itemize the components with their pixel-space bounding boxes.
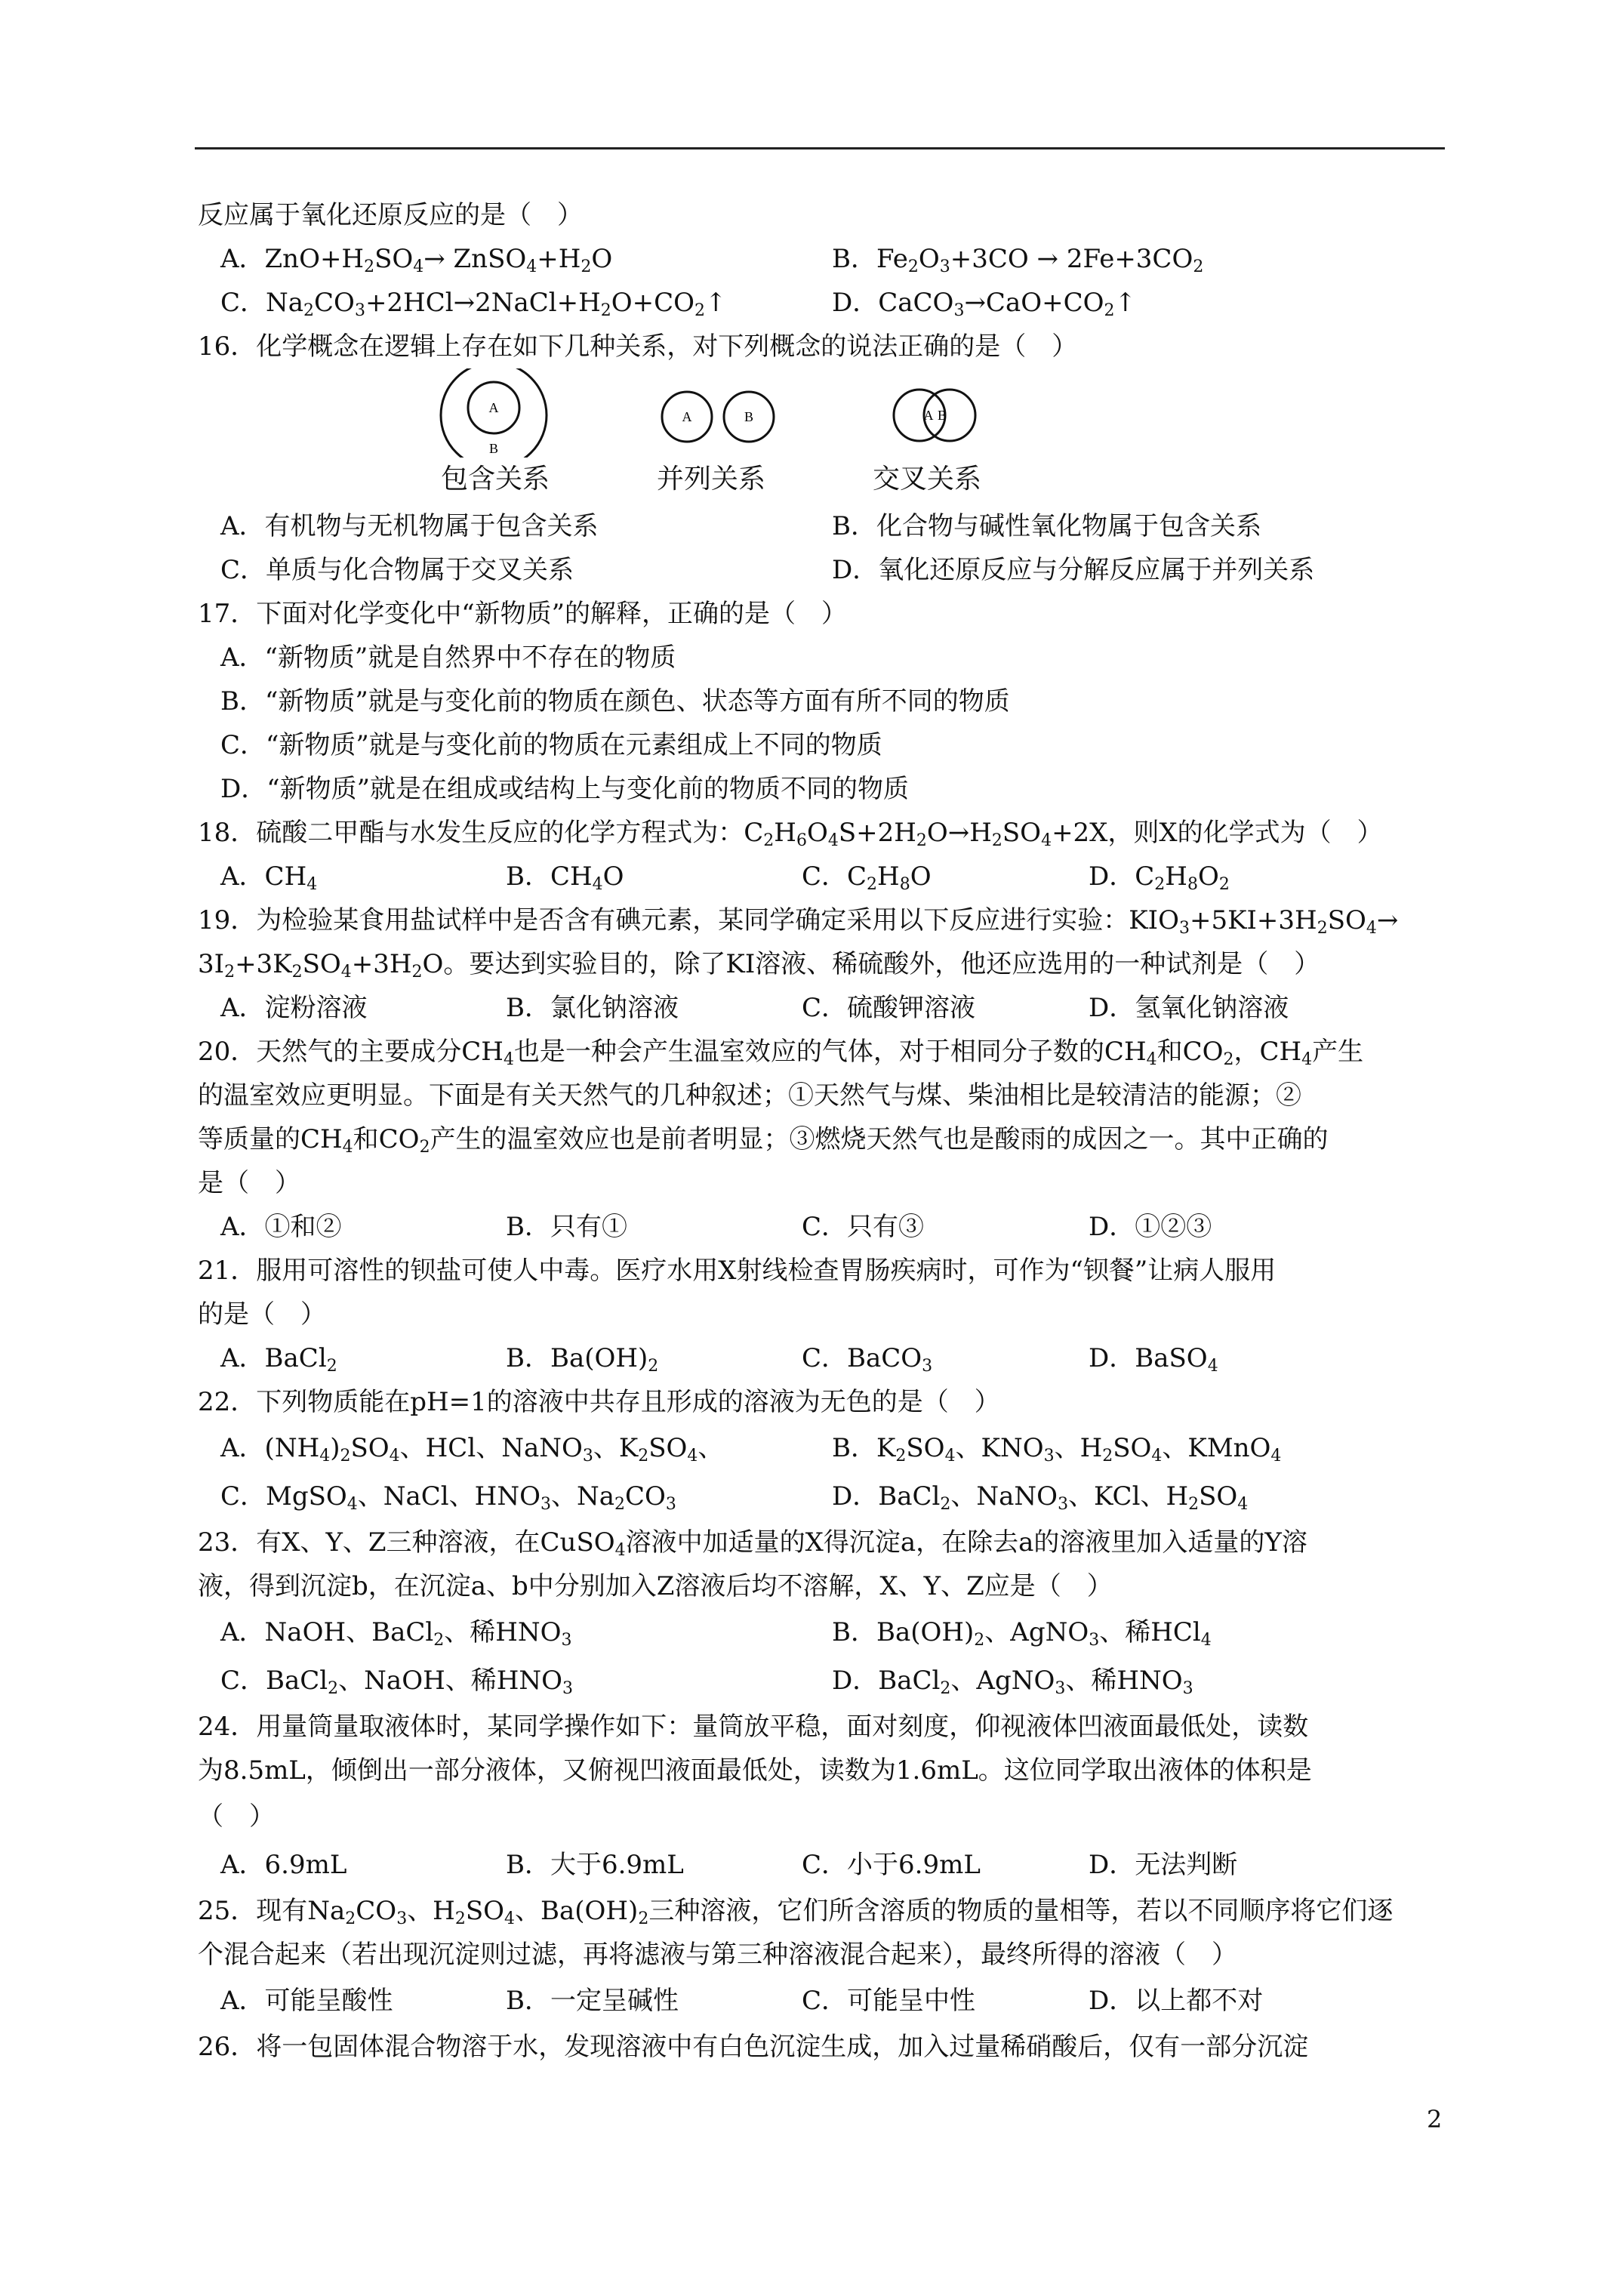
text-line: 21．服用可溶性的钡盐可使人中毒。医疗水用X射线检查胃肠疾病时，可作为“钡餐”让病人服用	[198, 1256, 1277, 1286]
option-c: C．只有③	[802, 1212, 925, 1242]
option-b: B．氯化钠溶液	[506, 993, 679, 1023]
options-row	[198, 1205, 1451, 1249]
page-number: 2	[1427, 2105, 1443, 2134]
inclusion-caption: 包含关系	[441, 464, 550, 495]
inner-label: A	[488, 400, 499, 415]
options-row	[198, 1977, 1451, 2025]
inclusion-diagram	[439, 368, 560, 458]
option-b: D．BaCl$_2$、AgNO$_3$、稀$HNO_3$	[832, 1666, 1193, 1698]
option-b: B．$K_2SO_4$、$KNO_3$、$H_2SO_4$、KMnO$_4$	[832, 1433, 1282, 1465]
option-d: D．①②③	[1089, 1212, 1212, 1242]
text-line: （ ）	[198, 1801, 275, 1832]
option-c: C．硫酸钾溶液	[802, 993, 976, 1023]
option-b: D．$CaCO_3\to CaO+CO_2↑$	[832, 288, 1136, 320]
option-a: A．①和②	[220, 1212, 342, 1242]
text-line: 的是（ ）	[198, 1299, 326, 1330]
option-a: A．$ZnO+H_2SO_4\to$ $ZnSO_4+H_2O$	[220, 244, 613, 276]
option-a: A．有机物与无机物属于包含关系	[220, 511, 599, 541]
option-b: B．化合物与碱性氧化物属于包含关系	[832, 511, 1261, 541]
text-line: 液，得到沉淀b，在沉淀a、b中分别加入Z溶液后均不溶解，X、Y、Z应是（ ）	[198, 1571, 1113, 1601]
intersection-diagram	[882, 388, 995, 448]
options-row	[198, 1657, 1451, 1705]
option-a: A．$CH_4$	[220, 861, 318, 894]
option-b: B．$CH_4O$	[506, 861, 624, 894]
text-line: 等质量的$CH_4$和$CO_2$产生的温室效应也是前者明显；③燃烧天然气也是酸雨的成因之一。其中正确的	[198, 1124, 1329, 1157]
text-line: 24．用量筒量取液体时，某同学操作如下：量筒放平稳，面对刻度，仰视液体凹液面最低处，读数	[198, 1712, 1309, 1742]
option-c: C．$C_2H_8O$	[802, 861, 932, 894]
text-line: $3I_2+3K_2SO_4+3H_2O$。要达到实验目的，除了KI溶液、稀硫酸外，他还应选用的一种试剂是（ ）	[198, 949, 1320, 982]
option-b: D．氧化还原反应与分解反应属于并列关系	[832, 555, 1315, 585]
left-label: A	[682, 409, 692, 424]
intersection-caption: 交叉关系	[873, 464, 982, 495]
option-a: A．淀粉溶液	[220, 993, 368, 1023]
text-line: 18．硫酸二甲酯与水发生反应的化学方程式为：$C_2H_6O_4S+2H_2O\to H_2SO_4+2X$，则X的化学式为（ ）	[198, 818, 1383, 850]
text-line: 16．化学概念在逻辑上存在如下几种关系，对下列概念的说法正确的是（ ）	[198, 331, 1078, 362]
text-line: B．“新物质”就是与变化前的物质在颜色、状态等方面有所不同的物质	[220, 686, 1010, 717]
option-a: A．$(NH_4)_2SO_4$、HCl、NaNO$_3$、$K_2SO_4$、	[220, 1433, 724, 1465]
option-a: C．BaCl$_2$、NaOH、稀$HNO_3$	[220, 1666, 573, 1698]
option-b: B．只有①	[506, 1212, 627, 1242]
options-row	[198, 1841, 1451, 1889]
left-label: A	[923, 408, 934, 423]
option-b: B．$Fe_2O_3+3CO \to 2Fe+3CO_2$	[832, 244, 1204, 276]
text-line: D．“新物质”就是在组成或结构上与变化前的物质不同的物质	[220, 774, 910, 804]
text-line: 22．下列物质能在pH=1的溶液中共存且形成的溶液为无色的是（ ）	[198, 1387, 1000, 1417]
option-c: C．BaCO$_3$	[802, 1343, 933, 1376]
relation-diagrams	[198, 368, 1451, 504]
option-a: C．单质与化合物属于交叉关系	[220, 555, 574, 585]
question-body	[198, 193, 1451, 2069]
text-line: 的温室效应更明显。下面是有关天然气的几种叙述；①天然气与煤、柴油相比是较清洁的能源；②	[198, 1080, 1301, 1111]
text-line: 25．现有$Na_2CO_3$、$H_2SO_4$、$Ba(OH)_2$三种溶液，它们所含溶质的物质的量相等，若以不同顺序将它们逐	[198, 1896, 1394, 1928]
option-a: A．6.9mL	[220, 1850, 347, 1880]
option-b: B．大于6.9mL	[506, 1850, 684, 1880]
option-c: C．小于6.9mL	[802, 1850, 981, 1880]
option-a: A．可能呈酸性	[220, 1986, 393, 2016]
option-a: C．MgSO$_4$、NaCl、$HNO_3$、$Na_2CO_3$	[220, 1481, 676, 1514]
text-line: 反应属于氧化还原反应的是（ ）	[198, 200, 583, 230]
option-d: D．氢氧化钠溶液	[1089, 993, 1289, 1023]
options-row	[198, 1608, 1451, 1657]
outer-label: B	[488, 441, 499, 456]
options-row	[198, 281, 1451, 325]
text-line: 个混合起来（若出现沉淀则过滤，再将滤液与第三种溶液混合起来），最终所得的溶液（ ）	[198, 1940, 1237, 1970]
option-d: D．以上都不对	[1089, 1986, 1264, 2016]
text-line: 是（ ）	[198, 1168, 300, 1198]
text-line: 23．有X、Y、Z三种溶液，在CuSO$_4$溶液中加适量的X得沉淀a，在除去a的溶液里加入适量的Y溶	[198, 1527, 1307, 1560]
text-line: C．“新物质”就是与变化前的物质在元素组成上不同的物质	[220, 730, 882, 760]
option-c: C．可能呈中性	[802, 1986, 976, 2016]
option-a: A．BaCl$_2$	[220, 1343, 337, 1376]
options-row	[198, 548, 1451, 592]
options-row	[198, 1336, 1451, 1380]
right-label: B	[937, 408, 947, 423]
header-rule	[195, 147, 1445, 149]
text-line: A．“新物质”就是自然界中不存在的物质	[220, 643, 676, 673]
text-line: 为8.5mL，倾倒出一部分液体，又俯视凹液面最低处，读数为1.6mL。这位同学取出液体的体积是	[198, 1755, 1312, 1786]
options-row	[198, 504, 1451, 548]
option-d: D．$C_2H_8O_2$	[1089, 861, 1230, 894]
parallel-diagram	[658, 390, 787, 450]
option-b: B．一定呈碱性	[506, 1986, 679, 2016]
option-a: C．$Na_2CO_3+2HCl\to 2NaCl+H_2O+CO_2↑$	[220, 288, 727, 320]
parallel-caption: 并列关系	[657, 464, 766, 495]
option-b: B．$Ba(OH)_2$、AgNO$_3$、稀HCl$_4$	[832, 1617, 1212, 1650]
options-row	[198, 237, 1451, 281]
option-a: A．NaOH、BaCl$_2$、稀$HNO_3$	[220, 1617, 572, 1650]
text-line: 26．将一包固体混合物溶于水，发现溶液中有白色沉淀生成，加入过量稀硝酸后，仅有一部分沉淀	[198, 2032, 1309, 2062]
text-line: 20．天然气的主要成分$CH_4$也是一种会产生温室效应的气体，对于相同分子数的$CH_4$和$CO_2$，$CH_4$产生	[198, 1037, 1364, 1069]
options-row	[198, 1472, 1451, 1521]
text-line: 17．下面对化学变化中“新物质”的解释，正确的是（ ）	[198, 599, 848, 629]
option-b: D．BaCl$_2$、NaNO$_3$、KCl、$H_2SO_4$	[832, 1481, 1249, 1514]
options-row	[198, 986, 1451, 1030]
text-line: 19．为检验某食用盐试样中是否含有碘元素，某同学确定采用以下反应进行实验：$KIO_3+5KI+3H_2SO_4\to$	[198, 905, 1399, 938]
right-label: B	[744, 409, 754, 424]
options-row	[198, 855, 1451, 898]
option-d: D．无法判断	[1089, 1850, 1238, 1880]
options-row	[198, 1424, 1451, 1472]
option-d: D．BaSO$_4$	[1089, 1343, 1218, 1376]
option-b: B．$Ba(OH)_2$	[506, 1343, 659, 1376]
